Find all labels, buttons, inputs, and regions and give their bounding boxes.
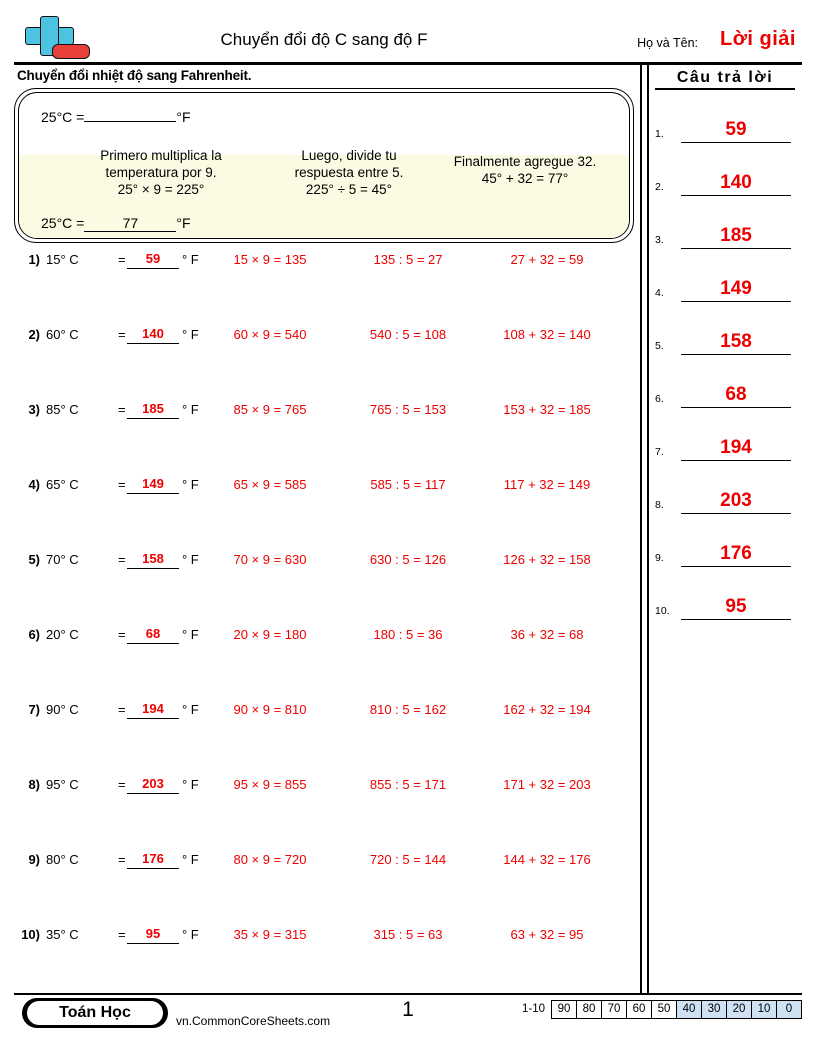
problem-answer-blank[interactable]: 59 [127, 251, 179, 269]
problem-work-step-2: 855 : 5 = 171 [369, 777, 447, 792]
problem-row [14, 246, 634, 321]
problem-work-step-1: 85 × 9 = 765 [233, 402, 307, 417]
problem-fahrenheit-unit: ° F [182, 402, 199, 417]
problem-fahrenheit-unit: ° F [182, 777, 199, 792]
problem-equals-sign: = [118, 852, 126, 867]
score-scale-cell: 10 [752, 1001, 777, 1018]
problem-equals-sign: = [118, 327, 126, 342]
problem-number: 4) [28, 477, 40, 492]
problem-answer-blank[interactable]: 140 [127, 326, 179, 344]
problem-row [14, 771, 634, 846]
example-step-2-line-1: Luego, divide tu [301, 148, 397, 163]
answer-index: 3. [655, 234, 664, 246]
problem-work-step-2: 810 : 5 = 162 [369, 702, 447, 717]
problem-work-step-3: 144 + 32 = 176 [503, 852, 591, 867]
problem-number: 5) [28, 552, 40, 567]
example-step-1-line-1: Primero multiplica la [100, 148, 222, 163]
score-scale-cell: 70 [602, 1001, 627, 1018]
problem-fahrenheit-unit: ° F [182, 477, 199, 492]
problem-work-step-2: 180 : 5 = 36 [373, 627, 443, 642]
answer-value[interactable]: 194 [681, 437, 791, 461]
problem-work-step-2: 540 : 5 = 108 [369, 327, 447, 342]
problem-equals-sign: = [118, 252, 126, 267]
score-scale-cell: 30 [702, 1001, 727, 1018]
problem-answer-blank[interactable]: 95 [127, 926, 179, 944]
answer-index: 7. [655, 446, 664, 458]
problem-work-step-1: 80 × 9 = 720 [233, 852, 307, 867]
problem-row [14, 546, 634, 621]
example-prompt-suffix: °F [176, 109, 191, 125]
answer-index: 8. [655, 499, 664, 511]
answer-row [655, 416, 803, 461]
problem-row [14, 471, 634, 546]
problem-answer-blank[interactable]: 68 [127, 626, 179, 644]
problem-number: 7) [28, 702, 40, 717]
example-answer-suffix: °F [176, 215, 191, 231]
example-step-2 [269, 147, 429, 198]
problem-answer-blank[interactable]: 158 [127, 551, 179, 569]
problem-celsius-value: 95° C [46, 777, 79, 792]
answer-index: 1. [655, 128, 664, 140]
problem-equals-sign: = [118, 627, 126, 642]
answer-row [655, 363, 803, 408]
answer-value[interactable]: 158 [681, 331, 791, 355]
score-scale-cell: 40 [677, 1001, 702, 1018]
answer-value[interactable]: 68 [681, 384, 791, 408]
problem-number: 8) [28, 777, 40, 792]
answer-row [655, 204, 803, 249]
example-answer [41, 215, 191, 232]
problem-work-step-2: 585 : 5 = 117 [370, 477, 446, 492]
problem-list [14, 246, 634, 996]
example-step-1-line-2: temperatura por 9. [105, 165, 217, 180]
score-scale-cells [551, 1000, 802, 1019]
answer-value[interactable]: 149 [681, 278, 791, 302]
problem-work-step-1: 90 × 9 = 810 [233, 702, 307, 717]
problem-equals-sign: = [118, 927, 126, 942]
problem-row [14, 846, 634, 921]
page-title: Chuyển đổi độ C sang độ F [220, 30, 428, 49]
answer-row [655, 98, 803, 143]
problem-fahrenheit-unit: ° F [182, 852, 199, 867]
brand-badge-label: Toán Học [27, 1001, 163, 1025]
problem-work-step-2: 630 : 5 = 126 [369, 552, 447, 567]
problem-number: 10) [21, 927, 40, 942]
answer-index: 10. [655, 605, 670, 617]
problem-work-step-1: 15 × 9 = 135 [233, 252, 307, 267]
example-step-1-line-3: 25° × 9 = 225° [117, 182, 205, 197]
answer-value[interactable]: 59 [681, 119, 791, 143]
answer-index: 2. [655, 181, 664, 193]
answer-index: 6. [655, 393, 664, 405]
answer-value[interactable]: 140 [681, 172, 791, 196]
answer-value[interactable]: 185 [681, 225, 791, 249]
problem-row [14, 321, 634, 396]
problem-celsius-value: 65° C [46, 477, 79, 492]
problem-work-step-3: 117 + 32 = 149 [503, 477, 591, 492]
answer-value[interactable]: 95 [681, 596, 791, 620]
answer-index: 9. [655, 552, 664, 564]
problem-fahrenheit-unit: ° F [182, 702, 199, 717]
score-scale-cell: 20 [727, 1001, 752, 1018]
score-scale-cell: 60 [627, 1001, 652, 1018]
example-prompt [41, 109, 191, 125]
problem-number: 3) [28, 402, 40, 417]
problem-work-step-3: 153 + 32 = 185 [503, 402, 591, 417]
problem-celsius-value: 85° C [46, 402, 79, 417]
page-header [14, 14, 802, 62]
problem-work-step-3: 108 + 32 = 140 [503, 327, 591, 342]
problem-work-step-2: 135 : 5 = 27 [373, 252, 443, 267]
problem-number: 1) [28, 252, 40, 267]
problem-answer-blank[interactable]: 203 [127, 776, 179, 794]
problem-work-step-1: 60 × 9 = 540 [233, 327, 307, 342]
problem-celsius-value: 60° C [46, 327, 79, 342]
answer-row [655, 151, 803, 196]
answer-column-divider-left [640, 62, 642, 994]
answer-index: 4. [655, 287, 664, 299]
instructions-text: Chuyển đổi nhiệt độ sang Fahrenheit. [17, 68, 252, 83]
problem-answer-blank[interactable]: 194 [127, 701, 179, 719]
answer-value[interactable]: 176 [681, 543, 791, 567]
page-number: 1 [402, 998, 414, 1021]
problem-fahrenheit-unit: ° F [182, 252, 199, 267]
example-step-1 [61, 147, 261, 198]
problem-equals-sign: = [118, 777, 126, 792]
problem-number: 9) [28, 852, 40, 867]
example-step-3-line-2: 45° + 32 = 77° [481, 171, 569, 186]
problem-work-step-1: 20 × 9 = 180 [233, 627, 307, 642]
problem-answer-blank[interactable]: 149 [127, 476, 179, 494]
problem-answer-blank[interactable]: 176 [127, 851, 179, 869]
answer-column-header: Câu trả lời [655, 69, 795, 90]
score-scale-label: 1-10 [521, 1003, 545, 1015]
score-scale-cell: 80 [577, 1001, 602, 1018]
problem-work-step-2: 765 : 5 = 153 [369, 402, 447, 417]
answer-row [655, 310, 803, 355]
answer-row-list [655, 98, 803, 620]
problem-celsius-value: 20° C [46, 627, 79, 642]
problem-celsius-value: 90° C [46, 702, 79, 717]
score-scale-cell: 90 [552, 1001, 577, 1018]
answer-column-divider-right [647, 62, 649, 994]
example-step-2-line-2: respuesta entre 5. [294, 165, 404, 180]
answer-row [655, 522, 803, 567]
problem-equals-sign: = [118, 552, 126, 567]
problem-row [14, 696, 634, 771]
problem-equals-sign: = [118, 402, 126, 417]
score-scale-cell: 50 [652, 1001, 677, 1018]
problem-work-step-3: 162 + 32 = 194 [503, 702, 591, 717]
problem-work-step-3: 36 + 32 = 68 [510, 627, 584, 642]
score-scale-cell: 0 [777, 1001, 801, 1018]
website-url: vn.CommonCoreSheets.com [176, 1014, 331, 1028]
problem-work-step-3: 63 + 32 = 95 [510, 927, 584, 942]
answer-row [655, 575, 803, 620]
example-answer-value: 77 [84, 215, 176, 232]
score-scale [522, 1000, 802, 1019]
footer-divider [14, 993, 802, 995]
problem-fahrenheit-unit: ° F [182, 552, 199, 567]
problem-work-step-1: 95 × 9 = 855 [233, 777, 307, 792]
problem-fahrenheit-unit: ° F [182, 927, 199, 942]
problem-celsius-value: 35° C [46, 927, 79, 942]
example-box-inner-border [18, 92, 630, 239]
name-field-label: Họ và Tên: [637, 36, 698, 50]
example-step-3-line-1: Finalmente agregue 32. [453, 154, 597, 169]
problem-fahrenheit-unit: ° F [182, 627, 199, 642]
problem-row [14, 921, 634, 996]
problem-work-step-2: 315 : 5 = 63 [373, 927, 443, 942]
example-answer-prefix: 25°C = [41, 215, 85, 231]
answer-index: 5. [655, 340, 664, 352]
answer-row [655, 469, 803, 514]
problem-number: 6) [28, 627, 40, 642]
problem-number: 2) [28, 327, 40, 342]
name-field-value: Lời giải [719, 28, 796, 50]
problem-work-step-1: 65 × 9 = 585 [233, 477, 307, 492]
example-step-3 [427, 153, 623, 187]
problem-equals-sign: = [118, 702, 126, 717]
problem-fahrenheit-unit: ° F [182, 327, 199, 342]
problem-work-step-3: 126 + 32 = 158 [503, 552, 591, 567]
answer-row [655, 257, 803, 302]
problem-celsius-value: 70° C [46, 552, 79, 567]
example-prompt-blank [84, 121, 176, 122]
problem-celsius-value: 15° C [46, 252, 79, 267]
answer-value[interactable]: 203 [681, 490, 791, 514]
problem-row [14, 621, 634, 696]
problem-celsius-value: 80° C [46, 852, 79, 867]
problem-work-step-3: 27 + 32 = 59 [510, 252, 584, 267]
problem-work-step-2: 720 : 5 = 144 [369, 852, 447, 867]
problem-equals-sign: = [118, 477, 126, 492]
problem-work-step-1: 70 × 9 = 630 [233, 552, 307, 567]
example-step-2-line-3: 225° ÷ 5 = 45° [305, 182, 393, 197]
answer-key-column [655, 64, 803, 620]
problem-work-step-3: 171 + 32 = 203 [503, 777, 591, 792]
problem-answer-blank[interactable]: 185 [127, 401, 179, 419]
problem-row [14, 396, 634, 471]
problem-work-step-1: 35 × 9 = 315 [233, 927, 307, 942]
example-box [14, 88, 634, 243]
example-prompt-prefix: 25°C = [41, 109, 85, 125]
